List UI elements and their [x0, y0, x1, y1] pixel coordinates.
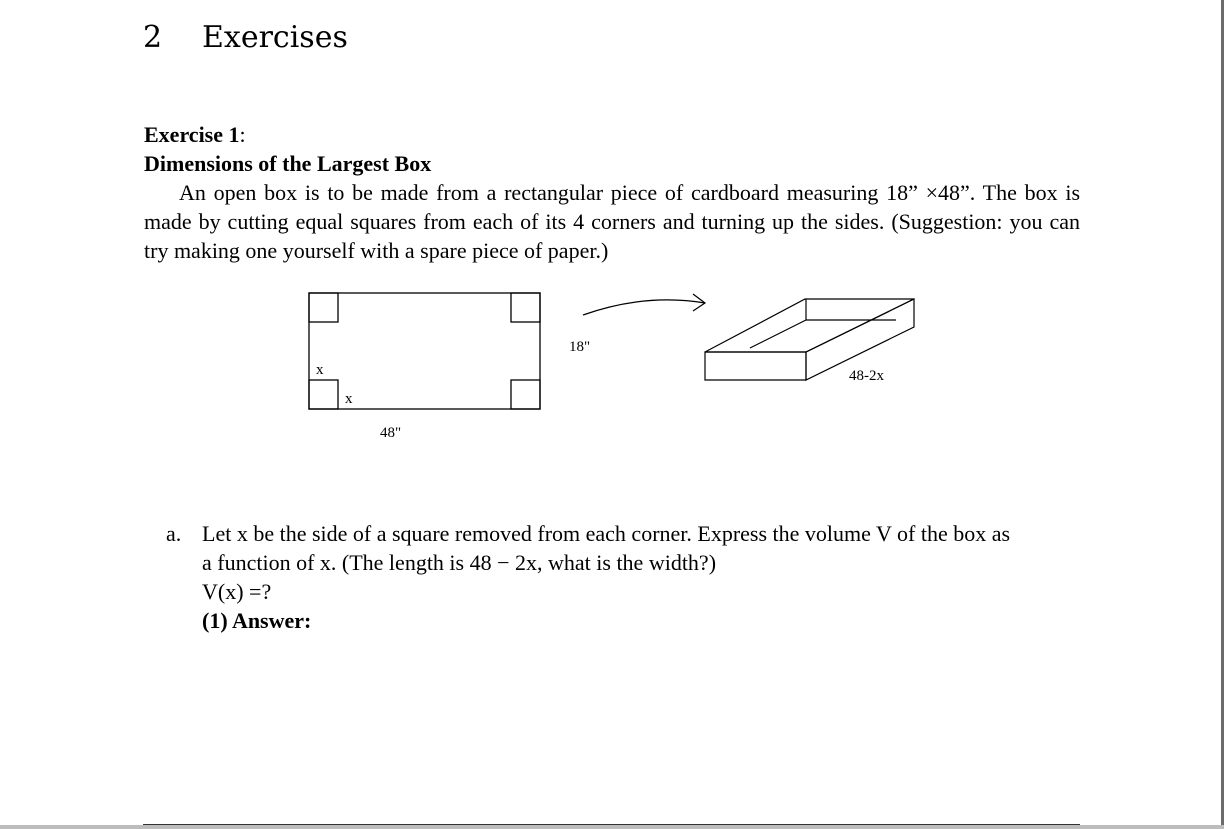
corner-square-bottom-right: [511, 380, 540, 409]
exercise-description: [144, 178, 1080, 265]
corner-square-bottom-left: [309, 380, 338, 409]
label-48: 48": [380, 425, 402, 441]
transform-arrow: [583, 300, 705, 315]
part-a-line-1: Let x be the side of a square removed from each corner. Express the volume V of the box as: [202, 521, 1011, 546]
part-a-formula: V(x) =?: [202, 579, 272, 604]
exercise-label: Exercise 1: [144, 122, 240, 147]
part-a-body: [202, 519, 1080, 635]
box-front-face: [705, 352, 806, 380]
section-title: Exercises: [202, 20, 348, 55]
label-box-length: 48-2x: [849, 368, 884, 384]
part-a-line-2: a function of x. (The length is 48 − 2x, what is the width?): [202, 550, 717, 575]
exercise-label-colon: :: [239, 122, 246, 147]
corner-square-top-left: [309, 293, 338, 322]
exercise-title: Dimensions of the Largest Box: [144, 151, 432, 176]
section-heading: [143, 20, 348, 55]
figure-svg: [300, 285, 940, 445]
cardboard-box-figure: [300, 285, 940, 445]
exercise-heading: [144, 120, 431, 178]
label-x-left: x: [316, 362, 324, 378]
bottom-scroll-edge: [0, 825, 1224, 829]
cardboard-sheet: [309, 293, 540, 409]
exercise-paragraph: An open box is to be made from a rectangular piece of cardboard measuring 18” ×48”. The box is made by cutting equal squares from each of its 4 corners and turning up the sides. (Suggestion: you can try making one yourself with a spare piece of paper.): [144, 180, 1080, 263]
part-a-marker: a.: [166, 521, 182, 546]
corner-square-top-right: [511, 293, 540, 322]
label-18: 18": [569, 339, 591, 355]
label-x-bottom: x: [345, 391, 353, 407]
answer-label: (1) Answer:: [202, 608, 312, 633]
box-top-outline: [705, 299, 914, 352]
section-number: 2: [143, 20, 163, 55]
